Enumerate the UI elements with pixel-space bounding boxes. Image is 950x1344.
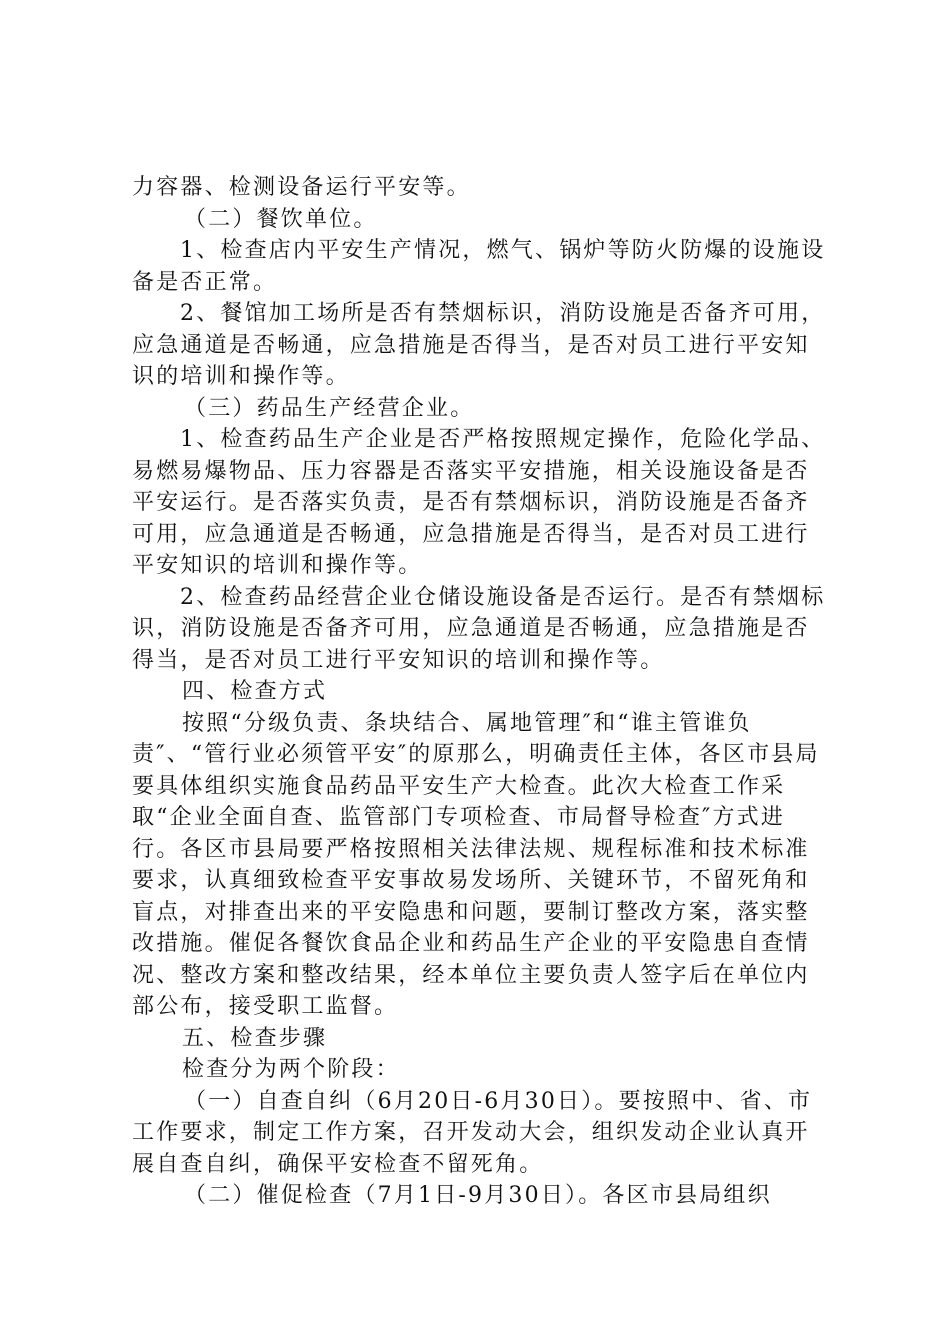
paragraph-stage-1: （一）自查自纠（6月20日-6月30日）。要按照中、省、市工作要求，制定工作方案，召开发动大会，组织发动企业认真开展自查自纠，确保平安检查不留死角。 [132,1088,813,1177]
paragraph-catering-2: 2、餐馆加工场所是否有禁烟标识，消防设施是否备齐可用，应急通道是否畅通，应急措施是否得当，是否对员工进行平安知识的培训和操作等。 [132,301,826,389]
paragraph-method: 按照“分级负责、条块结合、属地管理″和“谁主管谁负责″、“管行业必须管平安″的原那么，明确责任主体，各区市县局要具体组织实施食品药品平安生产大检查。此次大检查工作采取“企业全面自查、监管部门专项检查、市局督导检查″方式进行。各区市县局要严格按照相关法律法规、规程标准和技术标准要求，认真细致检查平安事故易发场所、关键环节，不留死角和盲点，对排查出来的平安隐患和问题，要制订整改方案，落实整改措施。催促各餐饮食品企业和药品生产企业的平安隐患自查情况、整改方案和整改结果，经本单位主要负责人签字后在单位内部公布，接受职工监督。 [132,710,820,1019]
section-heading-method: 四、检查方式 [182,679,328,704]
section-heading-catering: （二）餐饮单位。 [184,206,378,232]
paragraph-steps-intro: 检查分为两个阶段： [182,1057,400,1082]
paragraph-continuation: 力容器、检测设备运行平安等。 [132,175,471,200]
paragraph-stage-2: （二）催促检查（7月1日-9月30日）。各区市县局组织 [184,1183,772,1208]
paragraph-pharma-2: 2、检查药品经营企业仓储设施设备是否运行。是否有禁烟标识，消防设施是否备齐可用，应急通道是否畅通，应急措施是否得当，是否对员工进行平安知识的培训和操作等。 [132,584,826,673]
paragraph-catering-1: 1、检查店内平安生产情况，燃气、锅炉等防火防爆的设施设备是否正常。 [132,238,826,295]
document-body [132,172,832,1212]
paragraph-pharma-1: 1、检查药品生产企业是否严格按照规定操作，危险化学品、易燃易爆物品、压力容器是否落实平安措施，相关设施设备是否平安运行。是否落实负责，是否有禁烟标识，消防设施是否备齐可用，应急通道是否畅通，应急措施是否得当，是否对员工进行平安知识的培训和操作等。 [132,427,826,578]
section-heading-pharma: （三）药品生产经营企业。 [184,395,475,421]
section-heading-steps: 五、检查步骤 [182,1025,328,1051]
